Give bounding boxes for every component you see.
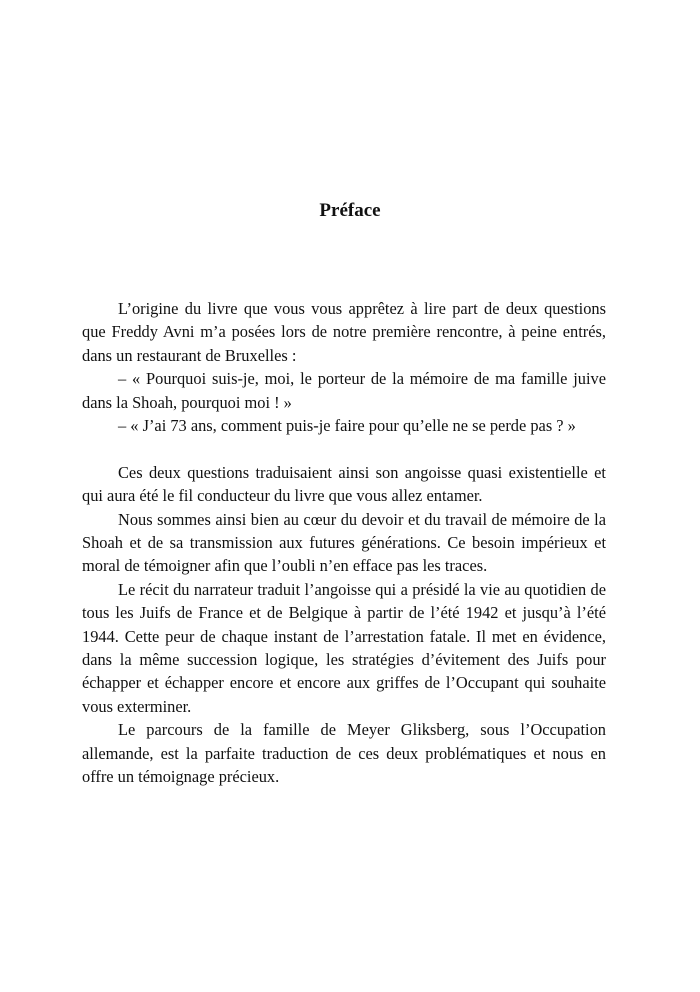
paragraph-origin: L’origine du livre que vous vous apprêtez à lire part de deux questions que Freddy Avni m’a posées lors de notre première rencontre, à peine entrés, dans un restaurant de Bruxelles : [82,299,606,365]
page-title: Préface [319,200,381,221]
preface-body [82,297,606,789]
paragraph-question-two: – « J’ai 73 ans, comment puis-je faire pour qu’elle ne se perde pas ? » [118,416,576,436]
paragraph-duty-of-memory: Nous sommes ainsi bien au cœur du devoir et du travail de mémoire de la Shoah et de sa transmission aux futures générations. Ce besoin impérieux et moral de témoigner afin que l’oubli n’en efface pas les traces. [82,509,606,576]
paragraph-narrator: Le récit du narrateur traduit l’angoisse qui a présidé la vie au quotidien de tous les Juifs de France et de Belgique à partir de l’été 1942 et jusqu’à l’été 1944. Cette peur de chaque instant de l’arrestation fatale. Il met en évidence, dans la même succession logique, les stratégies d’évitement des Juifs pour échapper et échapper encore et encore aux griffes de l’Occupant qui souhaite vous exterminer. [82,579,606,716]
paragraph-family-journey: Le parcours de la famille de Meyer Gliksberg, sous l’Occupation allemande, est la parfaite traduction de ces deux problématiques et nous en offre un témoignage précieux. [82,720,606,787]
paragraph-question-one: – « Pourquoi suis-je, moi, le porteur de la mémoire de ma famille juive dans la Shoah, pourquoi moi ! » [82,369,606,412]
paragraph-anguish: Ces deux questions traduisaient ainsi son angoisse quasi existentielle et qui aura été le fil conducteur du livre que vous allez entamer. [82,462,606,506]
